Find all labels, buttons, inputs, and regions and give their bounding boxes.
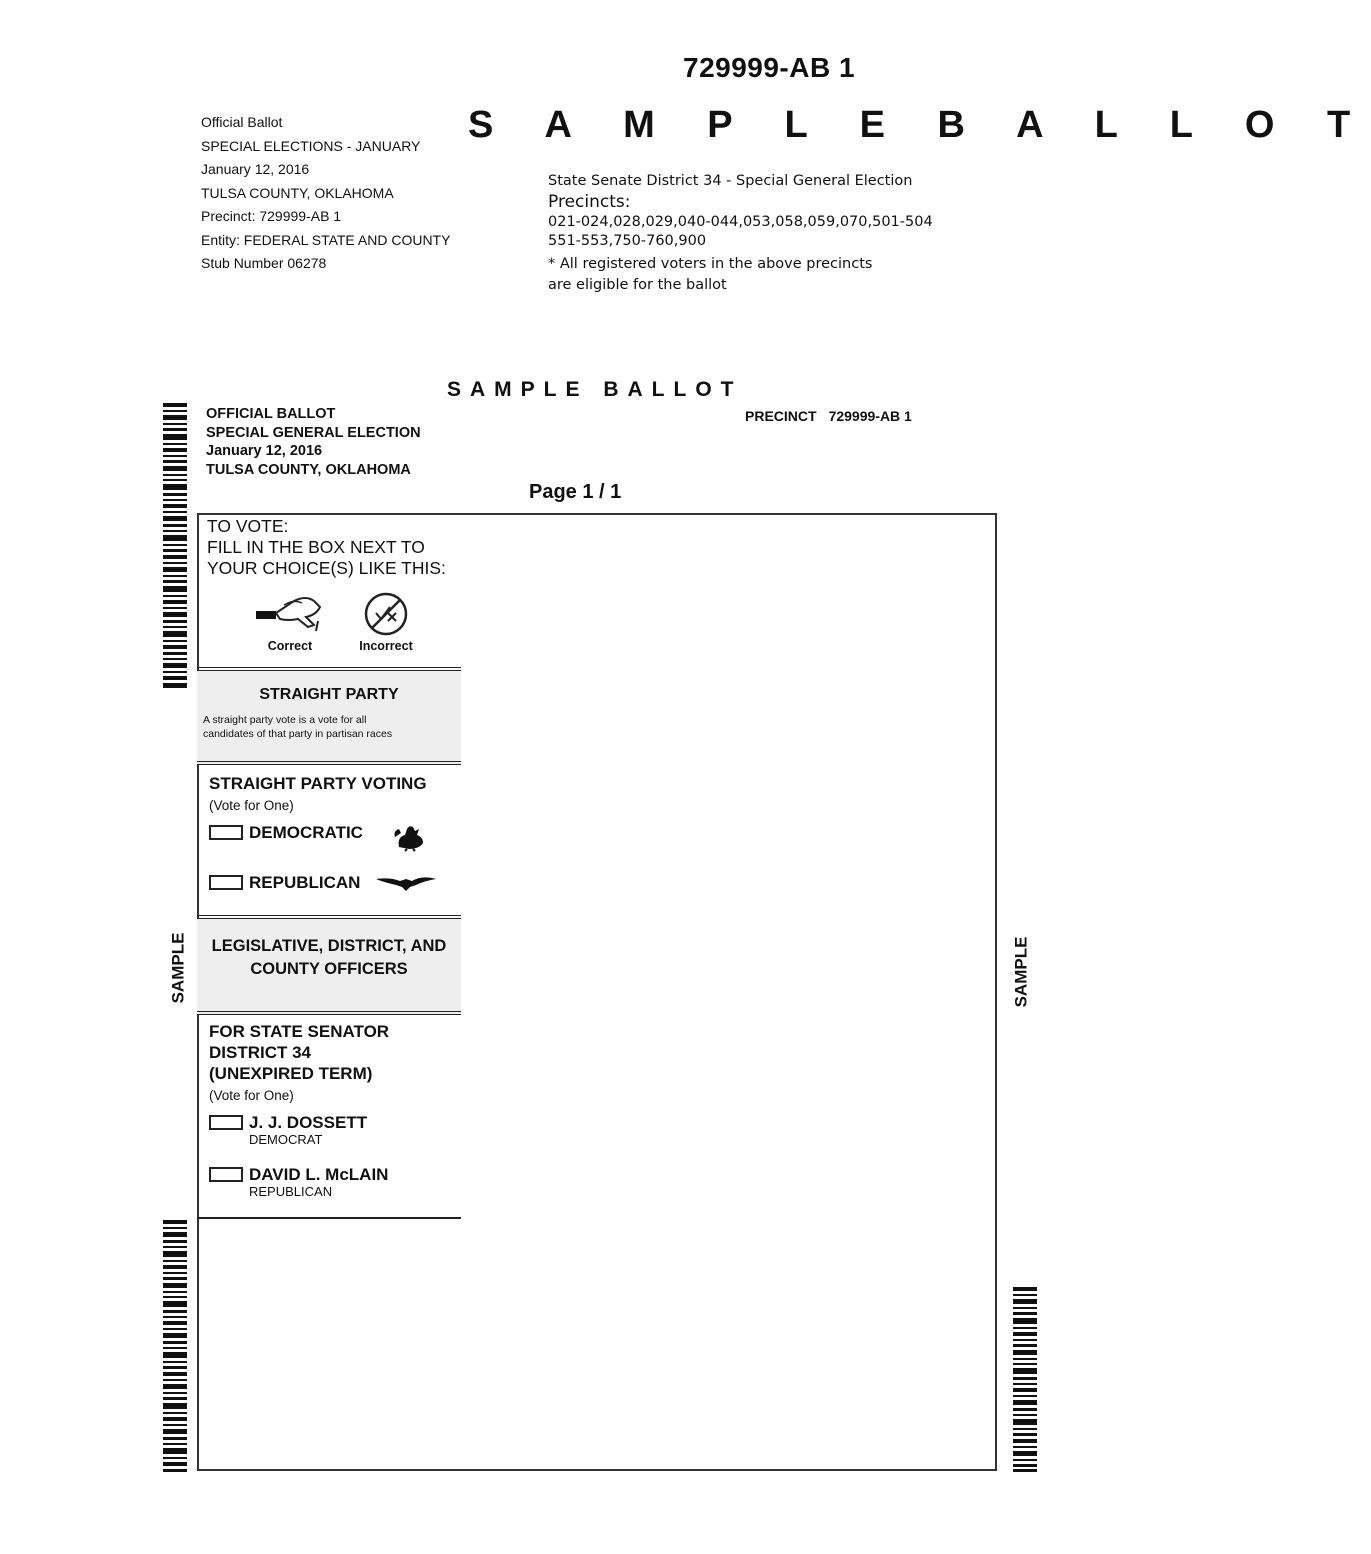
precinct-label xyxy=(745,408,912,424)
vote-for-one: (Vote for One) xyxy=(209,1088,294,1103)
ballot-stub-id: 729999-AB 1 xyxy=(683,52,856,83)
eligibility-note: * All registered voters in the above precincts xyxy=(548,256,873,272)
instructions-text xyxy=(197,513,461,579)
barcode-bottom-right xyxy=(1013,1287,1037,1472)
candidate-party: DEMOCRAT xyxy=(249,1132,323,1147)
precinct-value: 729999-AB 1 xyxy=(828,408,912,424)
side-label-right: SAMPLE xyxy=(1011,936,1031,1008)
precinct-label-text: PRECINCT xyxy=(745,408,817,424)
info-line: Entity: FEDERAL STATE AND COUNTY xyxy=(201,231,451,248)
candidate-option-mclain[interactable] xyxy=(197,1165,461,1199)
party-option-democratic[interactable] xyxy=(197,823,461,851)
mark-examples xyxy=(255,591,461,665)
eagle-icon xyxy=(376,873,436,893)
vote-box[interactable] xyxy=(209,1167,243,1182)
legislative-heading-section xyxy=(197,919,461,1015)
vote-box[interactable] xyxy=(209,1115,243,1130)
vote-box[interactable] xyxy=(209,875,243,890)
rooster-icon xyxy=(393,823,427,851)
legislative-heading-line: COUNTY OFFICERS xyxy=(250,960,408,978)
party-name: REPUBLICAN xyxy=(249,873,361,892)
correct-example xyxy=(255,591,325,653)
race-title-line: (UNEXPIRED TERM) xyxy=(209,1064,373,1083)
straight-party-voting-section xyxy=(197,765,461,919)
pen-fill-icon xyxy=(254,591,326,637)
candidate-name: DAVID L. McLAIN xyxy=(249,1165,389,1184)
straight-party-heading: STRAIGHT PARTY xyxy=(259,686,399,703)
page-indicator: Page 1 / 1 xyxy=(529,481,622,503)
candidate-option-dossett[interactable] xyxy=(197,1113,461,1147)
party-name: DEMOCRATIC xyxy=(249,823,363,842)
race-title xyxy=(197,1015,461,1084)
info-line: Precinct: 729999-AB 1 xyxy=(201,208,342,224)
state-senator-race xyxy=(197,1015,461,1219)
legislative-heading xyxy=(197,919,461,995)
senate-election-note xyxy=(548,172,933,295)
precincts-list: 551-553,750-760,900 xyxy=(548,233,707,249)
info-line: SPECIAL ELECTIONS - JANUARY xyxy=(201,137,421,154)
instructions-line: YOUR CHOICE(S) LIKE THIS: xyxy=(207,558,446,578)
official-ballot-block xyxy=(206,405,421,479)
voting-instructions xyxy=(197,513,461,671)
sample-ballot-title: S A M P L E B A L L O T xyxy=(468,104,1371,146)
eligibility-note: are eligible for the ballot xyxy=(548,277,727,293)
race-title-line: DISTRICT 34 xyxy=(209,1043,312,1062)
correct-label: Correct xyxy=(267,639,313,653)
info-line: TULSA COUNTY, OKLAHOMA xyxy=(201,184,394,201)
incorrect-label: Incorrect xyxy=(359,639,413,653)
barcode-bottom-left xyxy=(163,1220,187,1472)
race-title-line: FOR STATE SENATOR xyxy=(209,1022,390,1041)
incorrect-example xyxy=(351,591,421,653)
ballot-column xyxy=(197,513,461,1219)
straight-party-note xyxy=(197,704,461,750)
side-label-left: SAMPLE xyxy=(168,932,188,1004)
vote-box[interactable] xyxy=(209,825,243,840)
info-line: Official Ballot xyxy=(201,114,283,130)
legislative-heading-line: LEGISLATIVE, DISTRICT, AND xyxy=(211,937,447,955)
straight-party-note-line: candidates of that party in partisan races xyxy=(203,728,393,740)
official-line: TULSA COUNTY, OKLAHOMA xyxy=(206,461,411,478)
vote-for-one: (Vote for One) xyxy=(209,798,294,813)
ballot-info-block xyxy=(201,111,450,276)
candidate-name: J. J. DOSSETT xyxy=(249,1113,368,1132)
precincts-list: 021-024,028,029,040-044,053,058,059,070,501-504 xyxy=(548,214,933,230)
instructions-line: FILL IN THE BOX NEXT TO xyxy=(207,537,425,557)
straight-party-voting-title: STRAIGHT PARTY VOTING xyxy=(209,774,427,793)
straight-party-note-line: A straight party vote is a vote for all xyxy=(203,714,367,726)
official-line: January 12, 2016 xyxy=(206,443,323,459)
instructions-line: TO VOTE: xyxy=(207,516,289,536)
party-option-republican[interactable] xyxy=(197,873,461,893)
barcode-top-left xyxy=(163,403,187,688)
precincts-label: Precincts: xyxy=(548,192,631,212)
info-line: Stub Number 06278 xyxy=(201,255,327,271)
candidate-party: REPUBLICAN xyxy=(249,1184,333,1199)
info-line: January 12, 2016 xyxy=(201,161,310,177)
straight-party-section xyxy=(197,671,461,765)
official-line: SPECIAL GENERAL ELECTION xyxy=(206,424,421,441)
senate-election-name: State Senate District 34 - Special General Election xyxy=(548,173,913,189)
incorrect-mark-icon xyxy=(362,591,410,637)
official-line: OFFICIAL BALLOT xyxy=(206,406,336,422)
ballot-title: SAMPLE BALLOT xyxy=(447,378,743,401)
